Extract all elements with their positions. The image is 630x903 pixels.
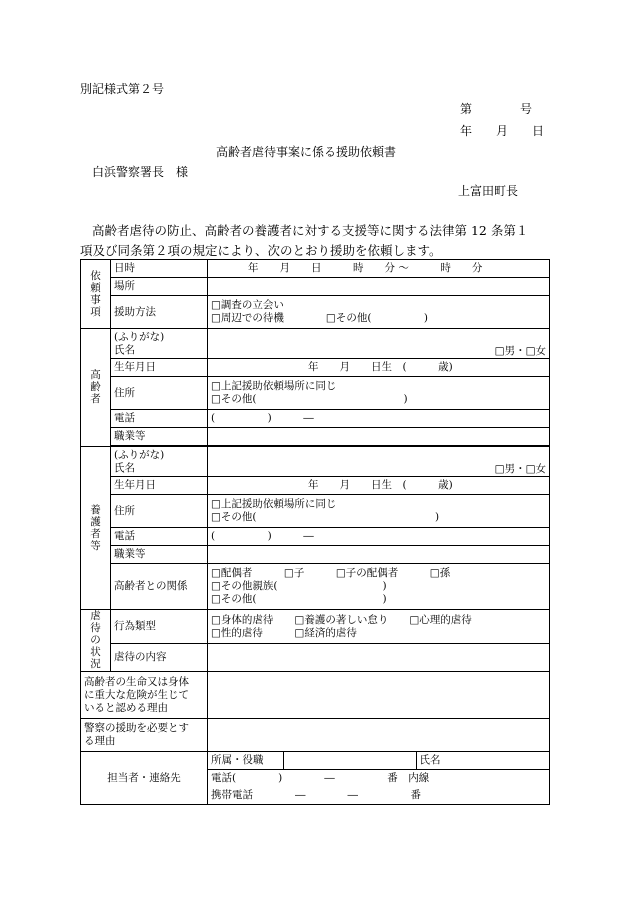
abuse-type-label: 行為類型 [111, 610, 208, 644]
contact-name-label[interactable]: 氏名 [416, 752, 549, 770]
caregiver-address-option-1[interactable]: □上記援助依頼場所に同じ [211, 498, 337, 510]
dept-field[interactable] [283, 752, 416, 770]
caregiver-relation-field[interactable] [208, 564, 550, 610]
elderly-phone-field[interactable]: ( ) ― [208, 410, 550, 428]
method-option-1[interactable]: □調査の立会い [211, 299, 284, 311]
caregiver-address-option-2[interactable]: □その他( ) [211, 511, 440, 523]
category-elderly: 高齢者 [81, 329, 111, 447]
caregiver-job-field[interactable] [208, 546, 550, 564]
row-datetime [81, 260, 550, 278]
caregiver-address-label: 住所 [111, 495, 208, 528]
intro-line-1: 高齢者虐待の防止、高齢者の養護者に対する支援等に関する法律第 12 条第１ [92, 223, 529, 238]
elderly-address-option-1[interactable]: □上記援助依頼場所に同じ [211, 380, 337, 392]
row-elderly-name [81, 329, 550, 359]
elderly-furigana-label: (ふりがな) [114, 330, 165, 343]
caregiver-phone-field[interactable]: ( ) ― [208, 528, 550, 546]
elderly-birth-field[interactable]: 年 月 日生 ( 歳) [208, 359, 550, 377]
contact-label: 担当者・連絡先 [81, 752, 208, 805]
elderly-job-label: 職業等 [111, 428, 208, 446]
elderly-job-field[interactable] [208, 428, 550, 446]
caregiver-birth-label: 生年月日 [111, 477, 208, 495]
contact-phone[interactable]: 電話( ) ― 番 内線 [211, 772, 430, 784]
danger-reason-label-3: いると認める理由 [84, 701, 168, 714]
row-caregiver-address [81, 495, 550, 528]
abuse-type-option-2[interactable]: □性的虐待 □経済的虐待 [211, 626, 357, 639]
category-request: 依頼事項 [81, 260, 111, 329]
elderly-birth-label: 生年月日 [111, 359, 208, 377]
sender: 上富田町長 [458, 184, 519, 198]
caregiver-birth-field[interactable]: 年 月 日生 ( 歳) [208, 477, 550, 495]
row-danger-reason [81, 672, 550, 719]
row-elderly-birth [81, 359, 550, 377]
abuse-content-field[interactable] [208, 644, 550, 672]
row-abuse-content [81, 644, 550, 672]
form-number: 別記様式第２号 [80, 82, 165, 96]
row-elderly-phone [81, 410, 550, 428]
row-elderly-address [81, 377, 550, 410]
caregiver-gender[interactable]: □男・□女 [494, 463, 546, 475]
row-police-reason [81, 719, 550, 752]
document-number: 第 号 [460, 102, 533, 116]
page-title: 高齢者虐待事案に係る援助依頼書 [216, 145, 397, 159]
police-reason-field[interactable] [208, 719, 550, 752]
intro-line-2: 項及び同条第２項の規定により、次のとおり援助を依頼します。 [80, 243, 442, 258]
row-abuse-type [81, 610, 550, 644]
datetime-field[interactable]: 年 月 日 時 分 ～ 時 分 [208, 260, 550, 278]
elderly-phone-label: 電話 [111, 410, 208, 428]
place-label: 場所 [111, 278, 208, 296]
row-caregiver-job [81, 546, 550, 564]
row-caregiver-relation [81, 564, 550, 610]
abuse-content-label: 虐待の内容 [111, 644, 208, 672]
elderly-name-label: 氏名 [114, 343, 135, 356]
danger-reason-field[interactable] [208, 672, 550, 719]
abuse-type-field[interactable] [208, 610, 550, 644]
caregiver-furigana-label: (ふりがな) [114, 448, 165, 461]
category-abuse: 虐待の状況 [81, 610, 111, 672]
caregiver-address-field[interactable] [208, 495, 550, 528]
contact-field [208, 752, 550, 805]
method-label: 援助方法 [111, 296, 208, 329]
addressee: 白浜警察署長 様 [92, 165, 189, 179]
relation-option-1[interactable]: □配偶者 □子 □子の配偶者 □孫 [211, 567, 451, 579]
category-caregiver: 養護者等 [81, 447, 111, 610]
police-reason-label-2: る理由 [84, 735, 116, 747]
relation-option-3[interactable]: □その他( ) [211, 593, 387, 605]
abuse-type-option-1[interactable]: □身体的虐待 □養護の著しい怠り □心理的虐待 [211, 613, 472, 626]
row-caregiver-birth [81, 477, 550, 495]
row-elderly-job [81, 428, 550, 446]
elderly-gender[interactable]: □男・□女 [494, 345, 546, 357]
elderly-address-label: 住所 [111, 377, 208, 410]
datetime-label: 日時 [111, 260, 208, 278]
place-field[interactable] [208, 278, 550, 296]
caregiver-relation-label: 高齢者との関係 [111, 564, 208, 610]
danger-reason-label-2: に重大な危険が生じて [84, 688, 189, 701]
relation-option-2[interactable]: □その他親族( ) [211, 580, 387, 592]
method-option-2[interactable]: □周辺での待機 □その他( ) [211, 312, 429, 324]
row-place [81, 278, 550, 296]
row-caregiver-phone [81, 528, 550, 546]
contact-mobile[interactable]: 携帯電話 ― ― 番 [211, 789, 421, 801]
dept-label: 所属・役職 [208, 752, 283, 770]
document-date: 年 月 日 [460, 124, 545, 138]
danger-reason-label-1: 高齢者の生命又は身体 [84, 675, 189, 688]
elderly-address-option-2[interactable]: □その他( ) [211, 393, 408, 405]
elderly-name-field[interactable] [208, 329, 550, 359]
police-reason-label-1: 警察の援助を必要とす [84, 722, 189, 734]
caregiver-name-label: 氏名 [114, 461, 135, 474]
row-caregiver-name [81, 447, 550, 477]
caregiver-phone-label: 電話 [111, 528, 208, 546]
caregiver-name-field[interactable] [208, 447, 550, 477]
method-field[interactable] [208, 296, 550, 329]
elderly-address-field[interactable] [208, 377, 550, 410]
row-contact [81, 752, 550, 805]
caregiver-job-label: 職業等 [111, 546, 208, 564]
row-method [81, 296, 550, 329]
request-form-table [80, 259, 550, 805]
